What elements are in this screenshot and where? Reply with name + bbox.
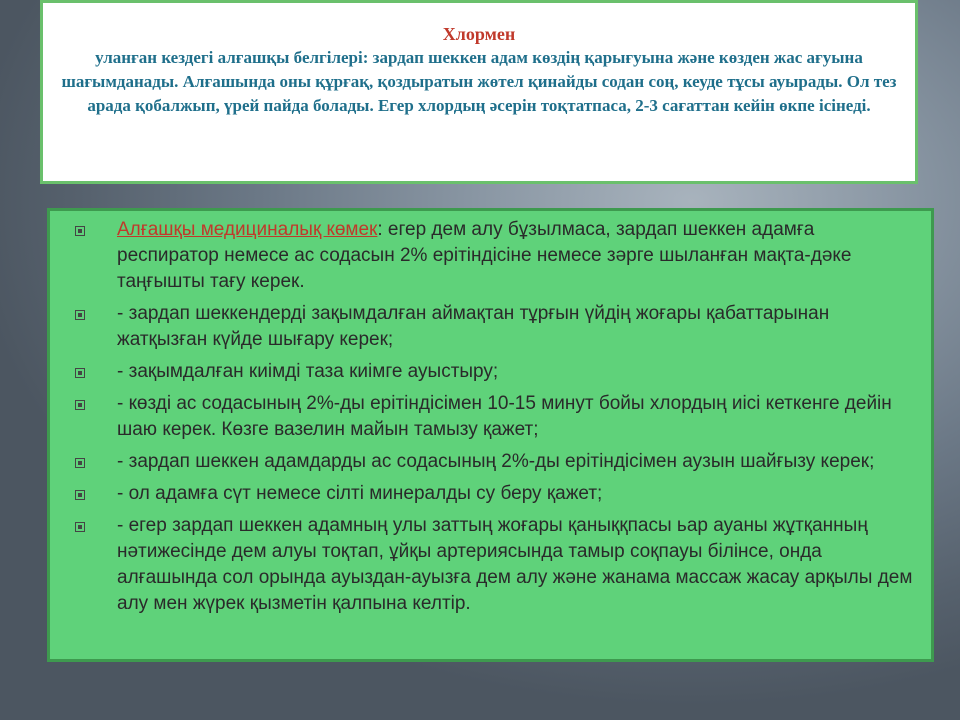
list-item-text: - ол адамға сүт немесе сілті минералды су беру қажет; bbox=[117, 483, 603, 504]
list-item bbox=[50, 359, 931, 385]
bullet-icon bbox=[75, 522, 85, 532]
bullet-icon bbox=[75, 400, 85, 410]
list-item-text: - зардап шеккен адамдарды ас содасының 2%-ды ерітіндісімен аузын шайғызу керек; bbox=[117, 451, 875, 472]
list-item bbox=[50, 391, 931, 443]
list-item bbox=[50, 513, 931, 617]
bullet-icon bbox=[75, 226, 85, 236]
bullet-icon bbox=[75, 490, 85, 500]
list-item-text: - көзді ас содасының 2%-ды ерітіндісімен 10-15 минут бойы хлордың иісі кеткенге дейін шаю керек. Көзге вазелин майын тамызу қажет; bbox=[117, 393, 892, 440]
list-item-text: - зардап шеккендерді зақымдалған аймақтан тұрғын үйдің жоғары қабаттарынан жатқызған күйде шығару керек; bbox=[117, 303, 830, 350]
list-item bbox=[50, 481, 931, 507]
list-item bbox=[50, 217, 931, 295]
list-item-text: - егер зардап шеккен адамның улы заттың жоғары қаныққпасы ьар ауаны жұтқанның нәтижесінде дем алуы тоқтап, ұйқы артериясында тамыр соқпауы білінсе, онда алғашында сол орында ауыздан-ауызға дем алу және жанама массаж жасау арқылы дем алу мен жүрек қызметін қалпына келтір. bbox=[117, 515, 913, 614]
list-item bbox=[50, 301, 931, 353]
title-box bbox=[40, 0, 918, 184]
bullet-list bbox=[50, 217, 931, 623]
bullet-icon bbox=[75, 458, 85, 468]
first-aid-link[interactable]: Алғашқы медициналық көмек bbox=[117, 219, 378, 240]
list-item bbox=[50, 449, 931, 475]
bullet-icon bbox=[75, 310, 85, 320]
slide-title: Хлормен bbox=[442, 24, 516, 44]
content-box bbox=[47, 208, 934, 662]
bullet-icon bbox=[75, 368, 85, 378]
list-item-text: - зақымдалған киімді таза киімге ауыстыру; bbox=[117, 361, 499, 382]
slide-subtitle: уланған кездегі алғашқы белгілері: зардап шеккен адам көздің қарығуына және көзден жас ағуына шағымданады. Алғашында оны құрғақ, қоздыратын жөтел қинайды содан соң, кеуде тұсы ауырады. Ол тез арада қобалжып, үрей пайда болады. Егер хлордың әсерін тоқтатпаса, 2-3 сағаттан кейін өкпе ісінеді. bbox=[61, 48, 897, 115]
list-item-text: : егер дем алу бұзылмаса, зардап шеккен адамға респиратор немесе ас содасын 2% ерітіндісіне немесе зәрге шыланған мақта-дәке таңғышты тағу керек. bbox=[117, 219, 852, 292]
